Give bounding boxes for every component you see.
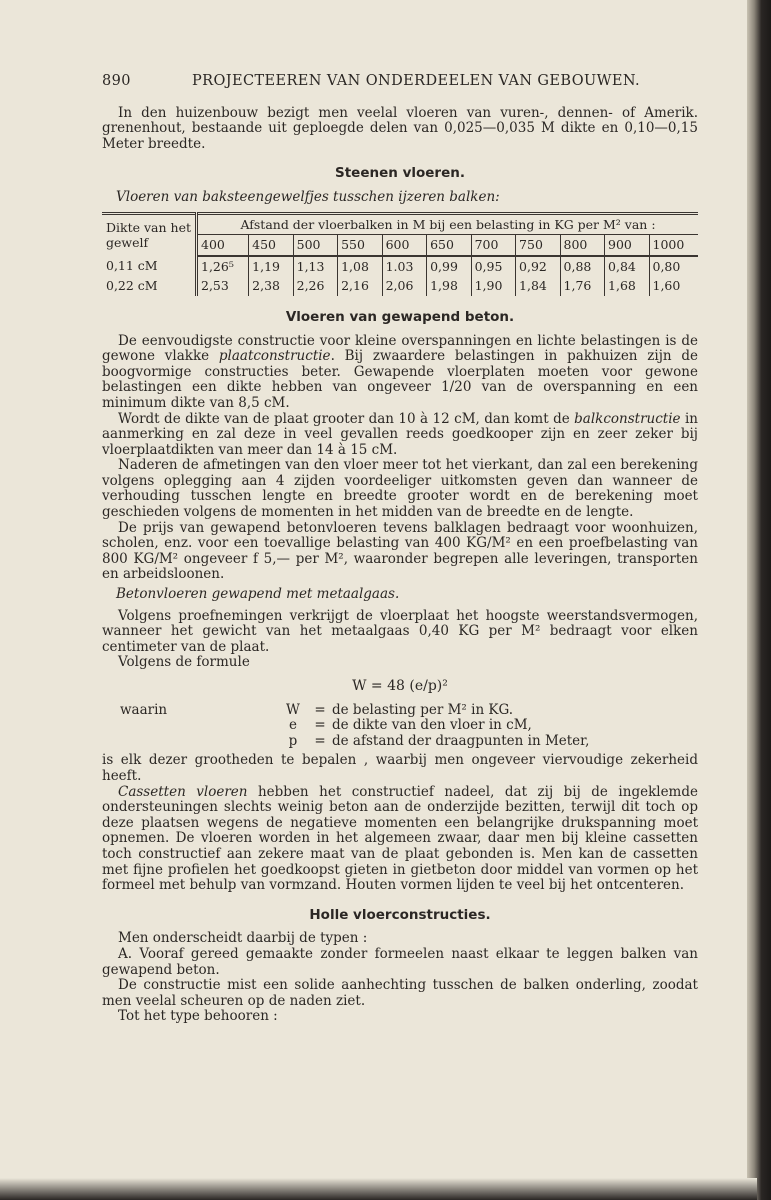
- paragraph: is elk dezer grootheden te bepalen , waarbij men ongeveer viervoudige zekerheid heeft.: [102, 752, 698, 784]
- table-cell: 2,16: [338, 276, 382, 296]
- subheading-baksteengewelfjes: Vloeren van baksteengewelfjes tusschen ijzeren balken:: [116, 188, 500, 205]
- table-cell: 0,84: [605, 256, 649, 277]
- paragraph: Wordt de dikte van de plaat grooter dan 10 à 12 cM, dan komt de balkconstructie in aanmerking en zal deze in veel gevallen reeds goedkooper zijn en zeer zeker bij vloerplaatdikten van meer dan 14 à 15 cM.: [102, 410, 698, 458]
- table-column-header: 1000: [649, 235, 698, 256]
- table-cell: 1,84: [516, 276, 560, 296]
- table-col-header: Dikte van het gewelf: [102, 213, 197, 256]
- page-number: 890: [102, 73, 131, 89]
- span-table: [102, 212, 698, 296]
- formula: W = 48 (e/p)²: [352, 678, 448, 694]
- table-cell: 0,99: [427, 256, 471, 277]
- paragraph: Men onderscheidt daarbij de typen :: [118, 930, 368, 947]
- table-cell: 1,98: [427, 276, 471, 296]
- table-cell: 1,76: [560, 276, 604, 296]
- table-cell: 1,13: [293, 256, 337, 277]
- subheading-metaalgaas: Betonvloeren gewapend met metaalgaas.: [116, 586, 400, 603]
- table-cell: 1,60: [649, 276, 698, 296]
- paragraph: De prijs van gewapend betonvloeren tevens balklagen bedraagt voor woonhuizen, scholen, enz. voor een toevallige belasting van 400 KG/M² en een proefbelasting van 800 KG/M² ongeveer f 5,— per M², waaronder begrepen alle leveringen, transporten en arbeidsloonen.: [102, 519, 698, 583]
- waarin-label: waarin: [120, 701, 168, 718]
- definition-eq: =: [314, 701, 326, 718]
- table-column-header: 900: [605, 235, 649, 256]
- running-title: PROJECTEEREN VAN ONDERDEELEN VAN GEBOUWEN.: [192, 73, 641, 89]
- heading-steenen-vloeren: Steenen vloeren.: [335, 165, 465, 182]
- paragraph: Volgens proefnemingen verkrijgt de vloerplaat het hoogste weerstandsvermogen, wanneer het gewicht van het metaalgaas 0,40 KG per M² bedraagt voor elken centimeter van de plaat.: [102, 607, 698, 655]
- table-cell: 0,92: [516, 256, 560, 277]
- formula-definitions: [120, 703, 698, 750]
- table-cell: 1,19: [249, 256, 293, 277]
- definition-text: de afstand der draagpunten in Meter,: [332, 732, 590, 749]
- table-span-header: Afstand der vloerbalken in M bij een belasting in KG per M² van :: [240, 216, 656, 232]
- definition-eq: =: [314, 717, 326, 734]
- table-cell: 0,80: [649, 256, 698, 277]
- table-row: [102, 276, 698, 296]
- heading-holle-vloerconstructies: Holle vloerconstructies.: [309, 906, 491, 923]
- definition-text: de belasting per M² in KG.: [332, 701, 514, 718]
- table-column-header: 700: [471, 235, 515, 256]
- heading-gewapend-beton: Vloeren van gewapend beton.: [285, 308, 515, 325]
- table-cell: 0,95: [471, 256, 515, 277]
- paragraph: Cassetten vloeren hebben het constructief nadeel, dat zij bij de ingeklemde ondersteuningen slechts weinig beton aan de onderzijde bezitten, terwijl dit toch op deze plaatsen wegens de negatieve momenten een belangrijke drukspanning moet opnemen. De vloeren worden in het algemeen zwaar, daar men bij kleine cassetten toch constructief aan zekere maat van de plaat gebonden is. Men kan de cassetten met fijne profielen het goedkoopst gieten in gietbeton door middel van vormen op het formeel met behulp van vormzand. Houten vormen lijden te veel bij het ontcenteren.: [102, 783, 698, 894]
- table-column-header: 500: [293, 235, 337, 256]
- running-head: [102, 74, 698, 90]
- table-column-header: 550: [338, 235, 382, 256]
- paragraph: Naderen de afmetingen van den vloer meer tot het vierkant, dan zal een berekening volgens oplegging aan 4 zijden voordeeliger uitkomsten geven dan wanneer de verhouding tusschen lengte en breedte grooter wordt en de berekening moet geschieden volgens de momenten in het midden van de breedte en de lengte.: [102, 457, 698, 521]
- table-cell: 1,08: [338, 256, 382, 277]
- table-column-header: 450: [249, 235, 293, 256]
- bottom-shadow: [0, 1178, 757, 1200]
- definition-sym: e: [289, 717, 297, 734]
- table-cell: 0,88: [560, 256, 604, 277]
- paragraph: Volgens de formule: [118, 654, 250, 671]
- table-column-header: 750: [516, 235, 560, 256]
- row-label: 0,22 cM: [102, 276, 197, 296]
- book-spine: [747, 0, 771, 1200]
- table-column-header: 600: [382, 235, 426, 256]
- definition-sym: p: [288, 732, 298, 749]
- definition-eq: =: [314, 732, 326, 749]
- table-row: [102, 256, 698, 277]
- paragraph: Tot het type behooren :: [118, 1008, 278, 1025]
- table-column-header: 800: [560, 235, 604, 256]
- definition-sym: W: [286, 701, 300, 718]
- paragraph: De eenvoudigste constructie voor kleine overspanningen en lichte belastingen is de gewone vlakke plaatconstructie. Bij zwaardere belastingen in pakhuizen zijn de boogvormige constructies beter. Gewapende vloerplaten moeten voor gewone belastingen een dikte hebben van ongeveer 1/20 van de overspanning en een minimum dikte van 8,5 cM.: [102, 332, 698, 411]
- definition-text: de dikte van den vloer in cM,: [332, 717, 532, 734]
- intro-paragraph: In den huizenbouw bezigt men veelal vloeren van vuren-, dennen- of Amerik. grenenhout, bestaande uit geploegde delen van 0,025—0,035 M dikte en 0,10—0,15 Meter breedte.: [102, 104, 698, 152]
- page-content: [102, 74, 698, 1025]
- row-label: 0,11 cM: [102, 256, 197, 277]
- table-column-header: 400: [197, 235, 249, 256]
- table-cell: 2,26: [293, 276, 337, 296]
- paragraph: De constructie mist een solide aanhechting tusschen de balken onderling, zoodat men veelal scheuren op de naden ziet.: [102, 977, 698, 1009]
- table-column-header: 650: [427, 235, 471, 256]
- table-cell: 1,68: [605, 276, 649, 296]
- table-cell: 1,26⁵: [197, 256, 249, 277]
- table-cell: 1,90: [471, 276, 515, 296]
- table-cell: 1.03: [382, 256, 426, 277]
- table-cell: 2,53: [197, 276, 249, 296]
- paragraph: A. Vooraf gereed gemaakte zonder formeelen naast elkaar te leggen balken van gewapend beton.: [102, 945, 698, 978]
- table-cell: 2,38: [249, 276, 293, 296]
- table-cell: 2,06: [382, 276, 426, 296]
